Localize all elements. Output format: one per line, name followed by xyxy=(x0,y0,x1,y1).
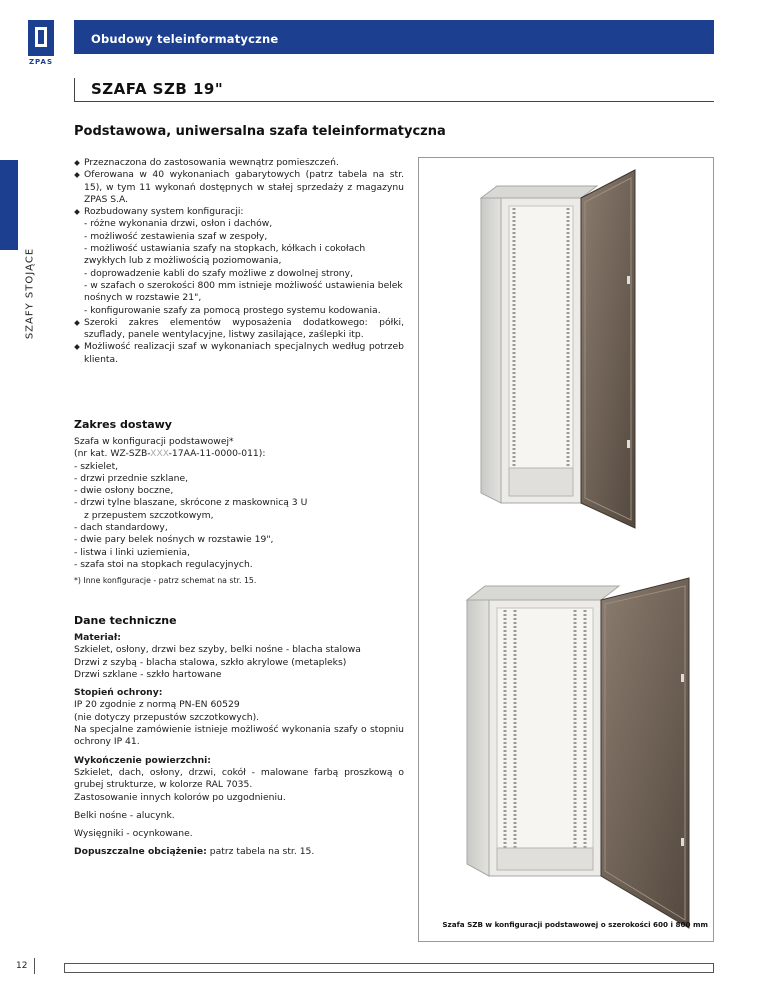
scope-code-suffix: -17AA-11-0000-011): xyxy=(168,448,266,460)
beams-line: Belki nośne - alucynk. xyxy=(74,809,175,821)
protection-line: Na specjalne zamówienie istnieje możliwość wykonania szafy o stopniu ochrony IP 41. xyxy=(74,724,404,748)
brackets-line: Wysięgniki - ocynkowane. xyxy=(74,828,193,840)
photo-caption: Szafa SZB w konfiguracji podstawowej o szerokości 600 i 800 mm xyxy=(442,920,708,929)
feature-item: Przeznaczona do zastosowania wewnątrz pomieszczeń. xyxy=(74,157,404,169)
scope-item: - drzwi tylne blaszane, skrócone z maskownicą 3 U xyxy=(74,497,308,509)
feature-item: Szeroki zakres elementów wyposażenia dodatkowego: półki, szuflady, panele wentylacyjne, listwy zasilające, zaślepki itp. xyxy=(74,317,404,342)
material-line: Szkielet, osłony, drzwi bez szyby, belki nośne - blacha stalowa xyxy=(74,644,361,656)
product-photo-frame xyxy=(418,157,714,942)
protection-line: IP 20 zgodnie z normą PN-EN 60529 xyxy=(74,699,240,711)
scope-code-prefix: (nr kat. WZ-SZB- xyxy=(74,448,151,460)
protection-label: Stopień ochrony: xyxy=(74,687,163,699)
logo-text: ZPAS xyxy=(28,58,54,66)
feature-item: Oferowana w 40 wykonaniach gabarytowych (patrz tabela na str. 15), w tym 11 wykonań dostępnych w stałej sprzedaży z magazynu ZPAS S.A. xyxy=(74,169,404,206)
material-label: Materiał: xyxy=(74,632,121,643)
material-line: Drzwi szklane - szkło hartowane xyxy=(74,668,222,680)
scope-intro: Szafa w konfiguracji podstawowej* xyxy=(74,436,234,447)
scope-item: - listwa i linki uziemienia, xyxy=(74,546,190,558)
scope-item: - drzwi przednie szklane, xyxy=(74,472,189,484)
feature-subitem: - różne wykonania drzwi, osłon i dachów, xyxy=(84,218,273,230)
scope-heading: Zakres dostawy xyxy=(74,418,172,431)
finish-line: Szkielet, dach, osłony, drzwi, cokół - malowane farbą proszkową o grubej strukturze, w kolorze RAL 7035. xyxy=(74,766,404,791)
feature-list xyxy=(74,157,404,366)
scope-footnote: *) Inne konfiguracje - patrz schemat na str. 15. xyxy=(74,576,257,586)
scope-code-xxx: XXX xyxy=(150,448,169,460)
feature-subitem: - możliwość ustawiania szafy na stopkach, kółkach i cokołach zwykłych lub z możliwością poziomowania, xyxy=(84,243,366,267)
scope-item: - szafa stoi na stopkach regulacyjnych. xyxy=(74,558,253,570)
footer-bar xyxy=(64,963,714,973)
finish-label: Wykończenie powierzchni: xyxy=(74,754,211,766)
scope-code xyxy=(74,448,404,460)
feature-subitem: - doprowadzenie kabli do szafy możliwe z dowolnej strony, xyxy=(84,267,353,279)
tech-section xyxy=(74,632,404,859)
feature-subitem: - konfigurowanie szafy za pomocą prostego systemu kodowania. xyxy=(84,304,381,316)
category-header: Obudowy teleinformatyczne xyxy=(74,20,714,54)
load-line xyxy=(74,846,404,858)
finish-line: Zastosowanie innych kolorów po uzgodnieniu. xyxy=(74,791,286,803)
page-number: 12 xyxy=(16,961,28,971)
cabinet-illustration xyxy=(419,158,713,941)
sidebar-tab xyxy=(0,160,18,250)
protection-line: (nie dotyczy przepustów szczotkowych). xyxy=(74,711,260,723)
feature-item: Możliwość realizacji szaf w wykonaniach specjalnych według potrzeb klienta. xyxy=(74,341,404,366)
scope-item: - dwie osłony boczne, xyxy=(74,485,174,497)
scope-item: - dach standardowy, xyxy=(74,522,168,534)
scope-item: - dwie pary belek nośnych w rozstawie 19", xyxy=(74,534,274,546)
cabinet-600 xyxy=(481,170,635,528)
material-line: Drzwi z szybą - blacha stalowa, szkło akrylowe (metapleks) xyxy=(74,656,347,668)
scope-section xyxy=(74,436,404,588)
product-title: SZAFA SZB 19" xyxy=(74,78,714,102)
sidebar-section-label: SZAFY STOJĄCE xyxy=(24,247,36,340)
page-subtitle: Podstawowa, uniwersalna szafa teleinformatyczna xyxy=(74,124,446,139)
feature-item: Rozbudowany system konfiguracji: xyxy=(74,206,404,218)
tech-heading: Dane techniczne xyxy=(74,614,177,627)
page-number-divider xyxy=(34,958,35,974)
load-label: Dopuszczalne obciążenie: xyxy=(74,846,207,858)
load-value: patrz tabela na str. 15. xyxy=(206,846,315,858)
feature-subitem: - możliwość zestawienia szaf w zespoły, xyxy=(84,230,268,242)
feature-subitem: - w szafach o szerokości 800 mm istnieje możliwość ustawienia belek nośnych w rozstawie 21", xyxy=(84,279,403,304)
cabinet-800 xyxy=(467,578,689,928)
scope-item: - szkielet, xyxy=(74,460,119,472)
zpas-logo xyxy=(28,20,54,56)
scope-item-continued: z przepustem szczotkowym, xyxy=(84,509,214,521)
